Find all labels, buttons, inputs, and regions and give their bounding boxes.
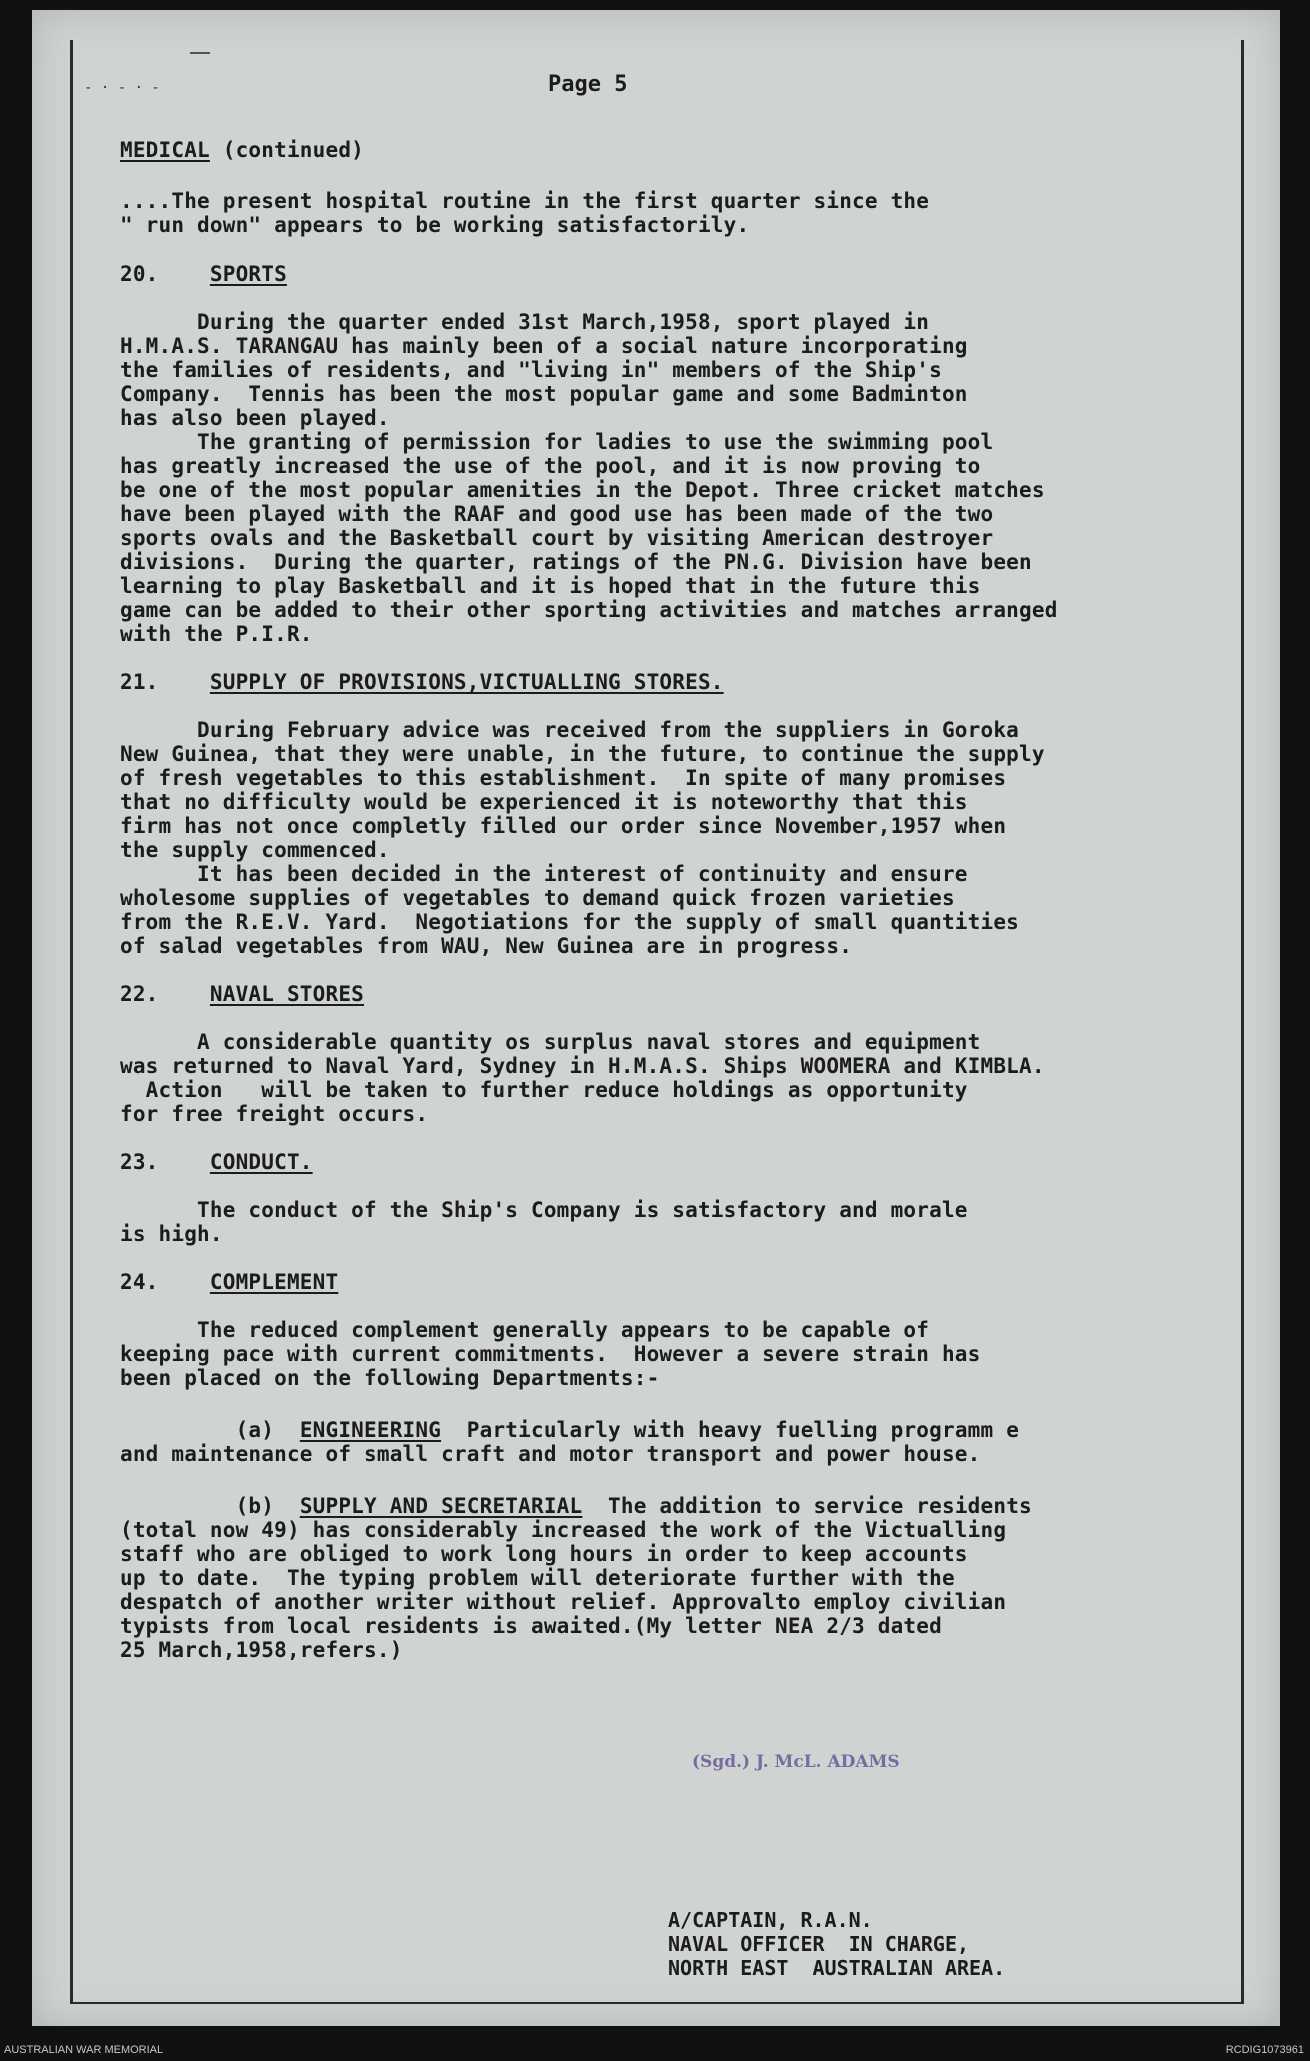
text-line: learning to play Basketball and it is hoped that in the future this: [120, 574, 981, 598]
text-line: been placed on the following Departments:-: [120, 1366, 660, 1390]
text-line: Particularly with heavy fuelling programm e: [441, 1418, 1020, 1442]
text-line: of salad vegetables from WAU, New Guinea are in progress.: [120, 934, 853, 958]
subitem-supply-secretarial: [120, 1494, 1230, 1662]
margin-dots: - · - · -: [84, 80, 160, 96]
section-heading: MEDICAL: [120, 138, 210, 162]
signature-line: NAVAL OFFICER IN CHARGE,: [668, 1932, 970, 1956]
footer-record-id: RCDIG1073961: [1225, 2044, 1304, 2056]
section-supply-provisions: [120, 670, 1230, 958]
text-line: divisions. During the quarter, ratings of the PN.G. Division have been: [120, 550, 1032, 574]
text-line: was returned to Naval Yard, Sydney in H.M.A.S. Ships WOOMERA and KIMBLA.: [120, 1054, 1045, 1078]
section-number: 20.: [120, 262, 159, 286]
section-heading: NAVAL STORES: [209, 982, 365, 1006]
text-line: The conduct of the Ship's Company is satisfactory and morale: [120, 1198, 968, 1222]
section-number: 24.: [120, 1270, 159, 1294]
text-line: " run down" appears to be working satisfactorily.: [120, 213, 750, 237]
text-line: has also been played.: [120, 406, 390, 430]
section-number: 22.: [120, 982, 159, 1006]
text-line: During the quarter ended 31st March,1958, sport played in: [120, 310, 930, 334]
section-medical: [120, 138, 1230, 237]
section-heading: SUPPLY OF PROVISIONS,VICTUALLING STORES.: [209, 670, 724, 694]
text-line: be one of the most popular amenities in the Depot. Three cricket matches: [120, 478, 1045, 502]
signature-block: [668, 1908, 1005, 1980]
text-line: the families of residents, and "living in" members of the Ship's: [120, 358, 942, 382]
text-line: New Guinea, that they were unable, in the future, to continue the supply: [120, 742, 1045, 766]
text-line: the supply commenced.: [120, 838, 390, 862]
text-line: of fresh vegetables to this establishment. In spite of many promises: [120, 766, 1007, 790]
text-line: The granting of permission for ladies to use the swimming pool: [120, 430, 994, 454]
page-number: Page 5: [548, 72, 628, 97]
section-number: 23.: [120, 1150, 159, 1174]
text-line: firm has not once completly filled our order since November,1957 when: [120, 814, 1007, 838]
text-line: ....The present hospital routine in the first quarter since the: [120, 189, 930, 213]
section-number: 21.: [120, 670, 159, 694]
document-body: [120, 138, 1230, 1662]
footer-source: AUSTRALIAN WAR MEMORIAL: [4, 2044, 164, 2056]
signature-stamp: (Sgd.) J. McL. ADAMS: [692, 1752, 900, 1772]
text-line: A considerable quantity os surplus naval stores and equipment: [120, 1030, 981, 1054]
subitem-marker: (b): [120, 1494, 300, 1518]
text-line: sports ovals and the Basketball court by visiting American destroyer: [120, 526, 994, 550]
text-line: Company. Tennis has been the most popular game and some Badminton: [120, 382, 968, 406]
text-line: keeping pace with current commitments. However a severe strain has: [120, 1342, 981, 1366]
text-line: has greatly increased the use of the pool, and it is now proving to: [120, 454, 981, 478]
section-heading-suffix: (continued): [209, 138, 365, 162]
section-heading: SPORTS: [209, 262, 287, 286]
text-line: for free freight occurs.: [120, 1102, 429, 1126]
text-line: is high.: [120, 1222, 223, 1246]
text-line: Action will be taken to further reduce holdings as opportunity: [120, 1078, 968, 1102]
text-line: During February advice was received from the suppliers in Goroka: [120, 718, 1020, 742]
subitem-engineering: [120, 1418, 1230, 1466]
text-line: and maintenance of small craft and motor transport and power house.: [120, 1442, 981, 1466]
text-line: staff who are obliged to work long hours in order to keep accounts: [120, 1542, 968, 1566]
text-line: that no difficulty would be experienced it is noteworthy that this: [120, 790, 968, 814]
subitem-heading: ENGINEERING: [299, 1418, 442, 1442]
section-heading: COMPLEMENT: [209, 1270, 339, 1294]
text-line: The addition to service residents: [582, 1494, 1032, 1518]
text-line: with the P.I.R.: [120, 622, 313, 646]
text-line: H.M.A.S. TARANGAU has mainly been of a social nature incorporating: [120, 334, 968, 358]
section-conduct: [120, 1150, 1230, 1246]
section-naval-stores: [120, 982, 1230, 1126]
text-line: typists from local residents is awaited.(My letter NEA 2/3 dated: [120, 1614, 942, 1638]
subitem-marker: (a): [120, 1418, 300, 1442]
text-line: have been played with the RAAF and good use has been made of the two: [120, 502, 994, 526]
punch-mark: [190, 52, 210, 54]
text-line: 25 March,1958,refers.): [120, 1638, 403, 1662]
text-line: game can be added to their other sporting activities and matches arranged: [120, 598, 1058, 622]
text-line: The reduced complement generally appears to be capable of: [120, 1318, 930, 1342]
section-sports: [120, 262, 1230, 646]
text-line: from the R.E.V. Yard. Negotiations for the supply of small quantities: [120, 910, 1020, 934]
text-line: It has been decided in the interest of continuity and ensure: [120, 862, 968, 886]
text-line: (total now 49) has considerably increased the work of the Victualling: [120, 1518, 1007, 1542]
subitem-heading: SUPPLY AND SECRETARIAL: [299, 1494, 583, 1518]
text-line: wholesome supplies of vegetables to demand quick frozen varieties: [120, 886, 955, 910]
section-complement: [120, 1270, 1230, 1390]
signature-line: NORTH EAST AUSTRALIAN AREA.: [668, 1956, 1006, 1980]
section-heading: CONDUCT.: [209, 1150, 313, 1174]
signature-line: A/CAPTAIN, R.A.N.: [668, 1908, 873, 1932]
text-line: despatch of another writer without relief. Approvalto employ civilian: [120, 1590, 1007, 1614]
text-line: up to date. The typing problem will deteriorate further with the: [120, 1566, 955, 1590]
